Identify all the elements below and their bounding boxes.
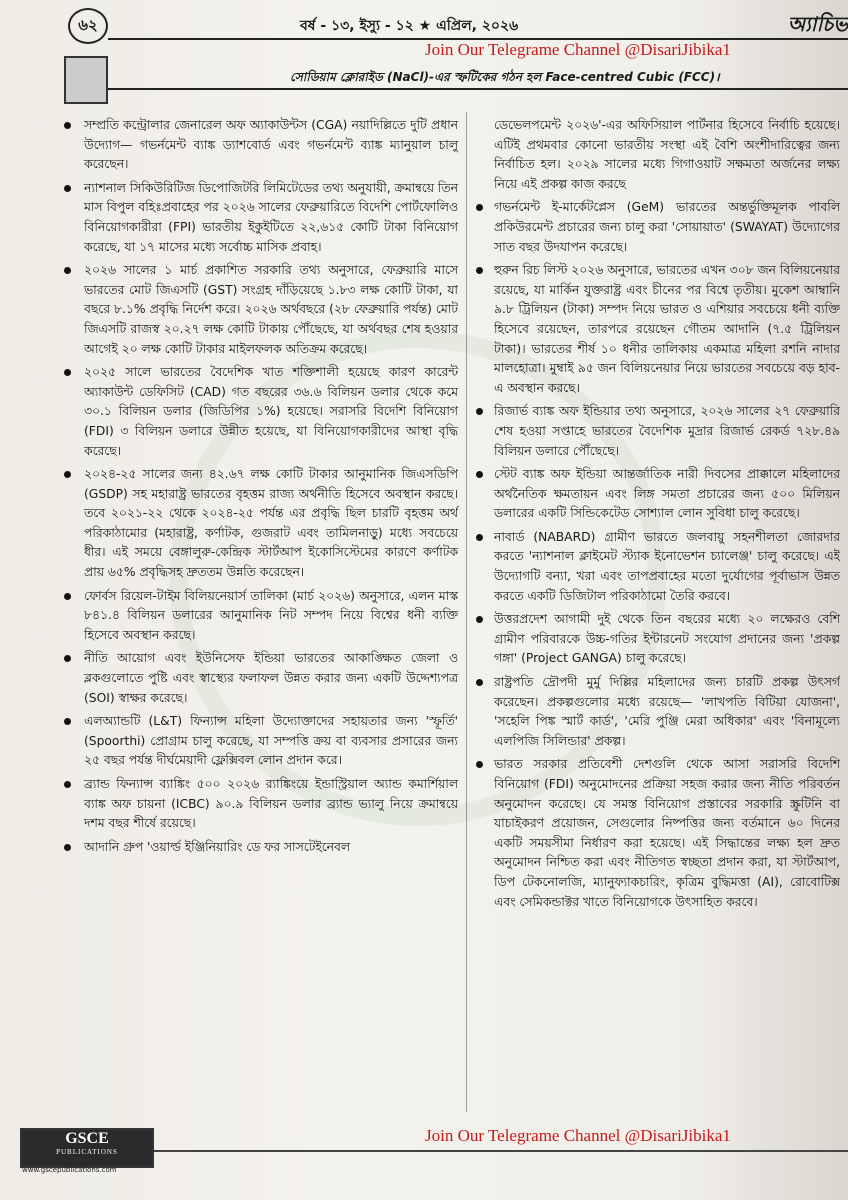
bullet-icon [64,781,71,788]
news-text: রিজার্ভ ব্যাঙ্ক অফ ইন্ডিয়ার তথ্য অনুসারে, ২০২৬ সালের ২৭ ফেব্রুয়ারি শেষ হওয়া সপ্তাহে ভারতের বৈদেশিক মুদ্রার রিজার্ভ রেকর্ড ৭২৮.৪৯ বিলিয়ন ডলারে পৌঁছেছে। [494,404,840,458]
right-column [474,116,840,916]
news-item [474,610,840,669]
bullet-icon [476,267,483,274]
publisher-website: www.gscepublications.com [22,1166,117,1174]
news-text: উত্তরপ্রদেশ আগামী দুই থেকে তিন বছরের মধ্যে ২০ লক্ষেরও বেশি গ্রামীণ পরিবারকে উচ্চ-গতির ইন্টারনেট সংযোগ প্রদানের জন্য 'প্রকল্প গঙ্গা' (Project GANGA) চালু করেছে। [494,612,840,666]
publisher-logo [20,1128,154,1168]
news-item [58,587,458,646]
bullet-icon [476,534,483,541]
news-item [474,528,840,606]
publisher-logo-text: GSCE [65,1130,109,1147]
continued-text: ডেভেলপমেন্ট ২০২৬'-এর অফিসিয়াল পার্টনার হিসেবে নির্বাচি হয়েছে। এটিই প্রথমবার কোনো ভারতীয় সংস্থা এই বৈশি অংশীদারিত্বের জন্য নির্বাচিত হল। ২০২৯ সালের মধ্যে গিগাওয়াট সক্ষমতা অর্জনের লক্ষ্য নিয়ে এই প্রকল্প কাজ করছে [494,118,840,191]
news-text: নাবার্ড (NABARD) গ্রামীণ ভারতে জলবায়ু সহনশীলতা জোরদার করতে 'ন্যাশনাল ক্লাইমেট স্ট্যাক ইনোভেশন চ্যালেঞ্জ' চালু করেছে। এই উদ্যোগটি বন্যা, খরা এবং তাপপ্রবাহের মতো দুর্যোগের পূর্বাভাস উন্নত করতে একটি ডিজিটাল পরিকাঠামো তৈরি করবে। [494,529,840,603]
news-item [58,261,458,359]
news-item [58,465,458,583]
news-item [474,465,840,524]
bullet-icon [476,204,483,211]
news-item [474,402,840,461]
news-item [58,775,458,834]
footer-divider [150,1150,848,1152]
publisher-logo-sub: PUBLICATIONS [56,1148,118,1156]
news-text: ভারত সরকার প্রতিবেশী দেশগুলি থেকে আসা সরাসরি বিদেশি বিনিয়োগ (FDI) অনুমোদনের প্রক্রিয়া সহজ করার জন্য নীতি পরিবর্তন অনুমোদন করেছে। যে সমস্ত বিনিয়োগ প্রস্তাবের সরকারি স্ক্রুটিনি বা যাচাইকরণ প্রয়োজন, সেগুলোর নিষ্পত্তির জন্য বর্তমানে ৬০ দিনের একটি সময়সীমা নির্ধারণ করা হয়েছে। এই সিদ্ধান্তের লক্ষ্য হল দ্রুত অনুমোদন নিশ্চিত করা এবং নীতিগত স্বচ্ছতা প্রদান করা, যা স্টার্টআপ, ডিপ টেকনোলজি, ম্যানুফ্যাকচারিং, কৃত্রিম বুদ্ধিমত্তা (AI), রোবোটিক্স এবং সেমিকন্ডাক্টর খাতে বিনিয়োগকে উৎসাহিত করবে। [494,757,840,909]
news-item [474,755,840,912]
page-number: ৬২ [68,8,108,44]
telegram-link-bottom[interactable]: Join Our Telegrame Channel @DisariJibika1 [425,1126,731,1145]
news-text: ন্যাশনাল সিকিউরিটিজ ডিপোজিটরি লিমিটেডের তথ্য অনুযায়ী, ক্রমান্বয়ে তিন মাস বিপুল বহিঃপ্রবাহের পর ২০২৬ সালের ফেব্রুয়ারিতে বিদেশি পোর্টফোলিও বিনিয়োগকারীরা (FPI) ভারতীয় ইকুইটিতে ২২,৬১৫ কোটি টাকা বিনিয়োগ করেছে, যা ১৭ মাসের মধ্যে সর্বোচ্চ মাসিক প্রবাহ। [84,180,458,254]
news-text: ২০২৪-২৫ সালের জন্য ৪২.৬৭ লক্ষ কোটি টাকার আনুমানিক জিএসডিপি (GSDP) সহ মহারাষ্ট্র ভারতের বৃহত্তম রাজ্য অর্থনীতি হিসেবে অবস্থান করছে। তবে ২০২১-২২ থেকে ২০২৪-২৫ পর্যন্ত এর প্রবৃদ্ধি ছিল চারটি বৃহত্তম অর্থ পরিকাঠামোর (মহারাষ্ট্র, কর্ণাটক, গুজরাট এবং তামিলনাড়ু) মধ্যে সবচেয়ে ধীর। এই সময়ে বেঙ্গালুরু-কেন্দ্রিক স্টার্টআপ ইকোসিস্টেমের কারণে কর্ণাটক প্রায় ৬৫% প্রবৃদ্ধিসহ দ্রুততম উন্নতি করেছেন। [84,467,458,580]
news-text: ব্র্যান্ড ফিন্যান্স ব্যাঙ্কিং ৫০০ ২০২৬ র‍্যাঙ্কিংয়ে ইন্ডাস্ট্রিয়াল অ্যান্ড কমার্শিয়াল ব্যাঙ্ক অফ চায়না (ICBC) ৯০.৯ বিলিয়ন ডলার ব্র্যান্ড ভ্যালু নিয়ে ক্রমান্বয়ে দশম বছর শীর্ষে রয়েছে। [84,777,458,831]
news-item [58,712,458,771]
news-text: ২০২৬ সালের ১ মার্চ প্রকাশিত সরকারি তথ্য অনুসারে, ফেব্রুয়ারি মাসে ভারতের মোট জিএসটি (GST) সংগ্রহ দাঁড়িয়েছে ১.৮৩ লক্ষ কোটি টাকা, যা বছরে ৮.১% প্রবৃদ্ধি নির্দেশ করে। ২০২৬ অর্থবছরে (২৮ ফেব্রুয়ারি পর্যন্ত) মোট জিএসটি রাজস্ব ২০.২৭ লক্ষ কোটি টাকায় পৌঁছেছে, যা অর্থবছর শেষ হওয়ার আগেই ২০ লক্ষ কোটি টাকার মাইলফলক অতিক্রম করেছে। [84,263,458,356]
bullet-icon [64,844,71,851]
news-item [58,363,458,461]
news-text: নীতি আয়োগ এবং ইউনিসেফ ইন্ডিয়া ভারতের আকাঙ্ক্ষিত জেলা ও ব্লকগুলোতে পুষ্টি এবং স্বাস্থ্যের ফলাফল উন্নত করার জন্য একটি উদ্দেশ্যপত্র (SOI) স্বাক্ষর করেছে। [84,651,458,705]
issue-line: বর্ষ - ১৩, ইস্যু - ১২ ★ এপ্রিল, ২০২৬ [300,18,519,34]
news-item [474,198,840,257]
bullet-icon [64,267,71,274]
bullet-icon [476,408,483,415]
bullet-icon [64,471,71,478]
bullet-icon [64,655,71,662]
bullet-icon [64,122,71,129]
magazine-name: অ্যাচিভ [787,12,848,36]
bullet-icon [64,593,71,600]
news-item [58,116,458,175]
news-text: ২০২৫ সালে ভারতের বৈদেশিক খাত শক্তিশালী হয়েছে কারণ কারেন্ট অ্যাকাউন্ট ডেফিসিট (CAD) গত বছরের ৩৬.৬ বিলিয়ন ডলার থেকে কমে ৩০.১ বিলিয়ন ডলার (জিডিপির ১%) হয়েছে। সরাসরি বিদেশি বিনিয়োগ (FDI) ৩ বিলিয়ন ডলারে উন্নীত হয়েছে, যা বিনিয়োগকারীদের আস্থা বৃদ্ধি করেছে। [84,365,458,458]
bullet-icon [476,616,483,623]
news-item [474,673,840,751]
news-item [474,261,840,398]
news-item [58,838,458,858]
news-text: হুরুন রিচ লিস্ট ২০২৬ অনুসারে, ভারতের এখন ৩০৮ জন বিলিয়নেয়ার রয়েছে, যা মার্কিন যুক্তরাষ্ট্র এবং চীনের পর বিশ্বে তৃতীয়। মুকেশ আম্বানি ৯.৮ ট্রিলিয়ন (টাকা) সম্পদ নিয়ে ভারত ও এশিয়ার সবচেয়ে ধনী ব্যক্তি হিসেবে রয়েছেন, তারপরে রয়েছেন গৌতম আদানি (৭.৫ ট্রিলিয়ন টাকা)। ভারতের শীর্ষ ১০ ধনীর তালিকায় একমাত্র মহিলা রশনি নাদার মালহোত্রা। মুম্বাই ৯৫ জন বিলিয়নেয়ার নিয়ে ভারতের সবচেয়ে বড় হাব-এ অবস্থান করছে। [494,263,840,395]
news-text: স্টেট ব্যাঙ্ক অফ ইন্ডিয়া আন্তর্জাতিক নারী দিবসের প্রাক্কালে মহিলাদের অর্থনৈতিক ক্ষমতায়ন এবং লিঙ্গ সমতা প্রচারের জন্য ৫০০ মিলিয়ন ডলারের একটি সিন্ডিকেটেড সোশ্যাল লোন সুবিধা চালু করেছে। [494,467,840,521]
fact-banner: সোডিয়াম ক্লোরাইড (NaCl)-এর স্ফটিকের গঠন হল Face-centred Cubic (FCC)। [290,70,720,84]
bullet-icon [64,718,71,725]
bullet-icon [64,369,71,376]
bullet-icon [476,761,483,768]
bullet-icon [64,185,71,192]
section-logo [64,56,108,104]
bullet-icon [476,679,483,686]
fact-divider [108,88,848,90]
news-text: রাষ্ট্রপতি দ্রৌপদী মুর্মু দিল্লির মহিলাদের জন্য চারটি প্রকল্প উৎসর্গ করেছেন। প্রকল্পগুলোর মধ্যে রয়েছে— 'লাখপতি বিটিয়া যোজনা', 'সহেলি পিঙ্ক স্মার্ট কার্ড', 'মেরি পুঞ্জি মেরা অধিকার' এবং 'বিনামূল্যে এলপিজি সিলিন্ডার' প্রকল্প। [494,675,840,748]
news-text: সম্প্রতি কন্ট্রোলার জেনারেল অফ অ্যাকাউন্টস (CGA) নয়াদিল্লিতে দুটি প্রধান উদ্যোগ— গভর্নমেন্ট ব্যাঙ্ক ড্যাশবোর্ড এবং গভর্নমেন্ট ব্যাঙ্ক ম্যানুয়াল চালু করেছেন। [84,118,458,172]
news-text: আদানি গ্রুপ 'ওয়ার্ল্ড ইঞ্জিনিয়ারিং ডে ফর সাসটেইনেবল [84,839,351,854]
news-text: গভর্নমেন্ট ই-মার্কেটপ্লেস (GeM) ভারতের অন্তর্ভুক্তিমূলক পাবলি প্রকিউরমেন্ট প্রচারের জন্য চালু করা 'সোয়ায়াত' (SWAYAT) উদ্যোগের সাত বছর উদযাপন করেছে। [494,200,840,254]
left-column [58,116,458,861]
news-text: এলঅ্যান্ডটি (L&T) ফিন্যান্স মহিলা উদ্যোক্তাদের সহায়তার জন্য 'স্ফূর্তি' (Spoorthi) প্রোগ্রাম চালু করেছে, যা সম্পত্তি ক্রয় বা ব্যবসার প্রসারের জন্য ২৫ বছর পর্যন্ত দীর্ঘমেয়াদী ফ্লেক্সিবল লোন প্রদান করে। [84,714,458,768]
telegram-link-top[interactable]: Join Our Telegrame Channel @DisariJibika1 [425,40,731,59]
bullet-icon [476,471,483,478]
news-text: ফোর্বস রিয়েল-টাইম বিলিয়নেয়ার্স তালিকা (মার্চ ২০২৬) অনুসারে, এলন মাস্ক ৮৪১.৪ বিলিয়ন ডলারের আনুমানিক নিট সম্পদ নিয়ে বিশ্বের ধনী ব্যক্তি হিসেবে অবস্থান করছে। [84,588,458,642]
news-item [58,649,458,708]
news-item [58,179,458,257]
column-divider [466,112,467,1112]
